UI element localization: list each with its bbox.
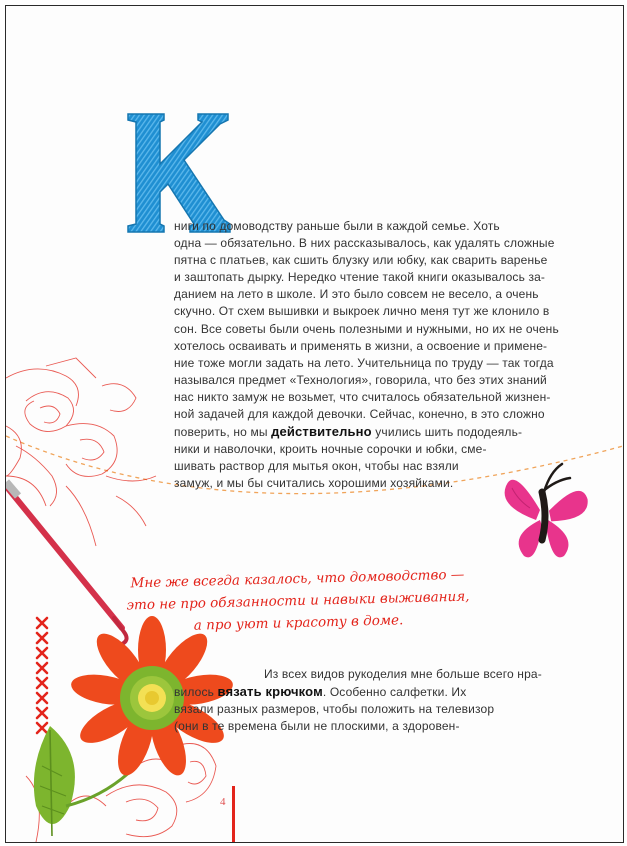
text-line: сон. Все советы были очень полезными и нужными, но их не очень [174,321,559,336]
emphasis-phrase: вязать крючком [217,684,323,700]
text-line: скучно. От схем вышивки и выкроек лично меня тут же клонило в [174,304,550,319]
text-line: назывался предмет «Технология», говорила, что без этих знаний [174,372,547,387]
text-line: одна — обязательно. В них рассказывалось, как удалять сложные [174,236,555,251]
intro-paragraph [174,218,559,493]
text-line: шивать раствор для мытья окон, чтобы нас взяли [174,459,459,474]
text-line: ной задачей для каждой девочки. Сейчас, конечно, в это сложно [174,407,545,422]
text-line: ние тоже могли задать на лето. Учительница по труду — так тогда [174,355,554,370]
text-line: ниги по домоводству раньше были в каждой семье. Хоть [174,219,500,233]
text-line [174,423,559,441]
cross-stitch-icon [37,618,47,733]
text-line: (они в те времена были не плоскими, а здоровен- [174,719,460,734]
text-line: и заштопать дырку. Нередко чтение такой книги оказывалось за- [174,270,546,285]
text-line: нас никто замуж не возьмет, что считалось обязательной жизнен- [174,389,551,404]
crochet-hook-icon [6,482,127,645]
text-run: . Особенно салфетки. Их [322,685,467,700]
text-line: вязали разных размеров, чтобы положить на телевизор [174,702,495,717]
second-paragraph [174,666,542,735]
text-line: пятна с платьев, как сшить блузку или юбку, как сварить варенье [174,253,548,268]
text-line: ники и наволочки, кроить ночные сорочки и юбки, сме- [174,442,487,457]
crochet-leaf-icon [34,726,136,836]
page-number: 4 [220,796,226,808]
text-line: хотелось осваивать и применять в жизни, а освоение и примене- [174,338,548,353]
book-page [5,5,624,843]
text-line [174,683,542,701]
quote-line: Мне же всегда казалось, что домоводство — [130,566,465,592]
drop-cap-letter: К [124,108,125,109]
text-run: поверить, но мы [174,425,272,440]
quote-line: а про уют и красоту в доме. [193,612,404,634]
text-line: Из всех видов рукоделия мне больше всего нра- [264,667,542,681]
text-run: вилось [174,685,218,700]
text-line: данием на лето в школе. И это было совсем не весело, а очень [174,287,539,302]
page-accent-bar [232,786,235,842]
text-line: замуж, и мы бы считались хорошими хозяйками. [174,476,454,491]
text-run: учились шить пододеяль- [371,425,523,440]
quote-line: это не про обязанности и навыки выживания, [126,588,470,614]
pull-quote [117,563,479,638]
emphasis-word: действительно [271,424,372,440]
